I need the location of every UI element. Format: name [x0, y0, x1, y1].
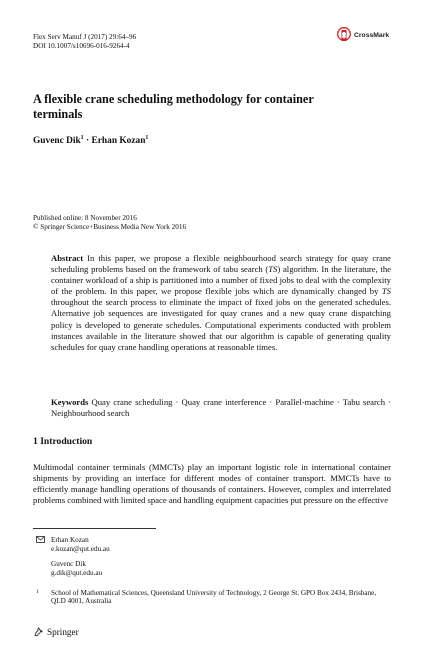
abstract-term: TS: [381, 286, 391, 297]
coauthor-email[interactable]: g.dik@qut.edu.au: [51, 569, 103, 577]
affiliation: School of Mathematical Sciences, Queensland University of Technology, 2 George St. GPO Box 2434, Brisbane, QLD 4001, Australia: [51, 589, 377, 606]
author-name[interactable]: Guvenc Dik: [33, 136, 81, 147]
affiliation-number: 1: [36, 589, 39, 595]
crossmark-icon: [337, 27, 351, 43]
journal-citation: Flex Serv Manuf J (2017) 29:64–96: [33, 33, 137, 41]
paper-title: A flexible crane scheduling methodology for container terminals: [33, 92, 314, 121]
keywords: [51, 397, 391, 419]
crossmark-label: CrossMark: [354, 31, 390, 39]
coauthor-name: Guvenc Dik: [51, 560, 86, 568]
correspondent-email[interactable]: e.kozan@qut.edu.au: [51, 545, 110, 553]
abstract-term: TS: [268, 264, 278, 275]
correspondent-name: Erhan Kozan: [51, 536, 89, 544]
abstract-text: In this paper, we propose a flexible neighbourhood search strategy for quay crane scheduling problems based on the framework of tabu search (: [51, 253, 392, 275]
abstract: [51, 253, 391, 353]
keywords-text: Quay crane scheduling · Quay crane interference · Parallel-machine · Tabu search · Neighbourhood search: [51, 397, 392, 419]
author-list: [33, 135, 148, 146]
crossmark-badge[interactable]: [337, 27, 389, 43]
published-date: Published online: 8 November 2016: [33, 214, 137, 222]
section-heading: 1 Introduction: [33, 436, 93, 447]
author-name[interactable]: Erhan Kozan: [91, 136, 146, 147]
springer-logo: [33, 626, 79, 637]
author-separator: ·: [83, 136, 92, 147]
author-affiliation-mark: 1: [80, 135, 84, 141]
author-affiliation-mark: 1: [145, 135, 149, 141]
abstract-text: throughout the search process to eliminate the impact of fixed jobs on the generated schedules. Alternative job sequences are investigated for quay cranes and a new quay crane dispatching policy is developed to generate schedules. Computational experiments conducted with problem instances available in the literature showed that our algorithm is capable of generating quality schedules for quay crane handling operations at reasonable times.: [51, 297, 391, 352]
footnote-divider: [33, 528, 156, 529]
envelope-icon: [36, 536, 45, 545]
abstract-text: ) algorithm. In the literature, the container workload of a ship is partitioned into a number of fixed jobs to deal with the complexity of the problem. In this paper, we propose flexible jobs which are dynamically changed by: [51, 264, 391, 297]
springer-horse-icon: [33, 626, 44, 637]
copyright-notice: © Springer Science+Business Media New York 2016: [33, 223, 187, 231]
publisher-name: Springer: [47, 626, 79, 637]
keywords-label: Keywords: [51, 397, 89, 407]
introduction-paragraph: Multimodal container terminals (MMCTs) play an important logistic role in international container shipments by providing an interface for different modes of container transport. MMCTs have to efficiently manage handling operations of thousands of containers. However, complex and interrelated problems combined with limited space and handling equipment capacities put pressure on the effective: [33, 462, 391, 506]
abstract-label: Abstract: [51, 253, 84, 263]
doi[interactable]: DOI 10.1007/s10696-016-9264-4: [33, 42, 130, 50]
